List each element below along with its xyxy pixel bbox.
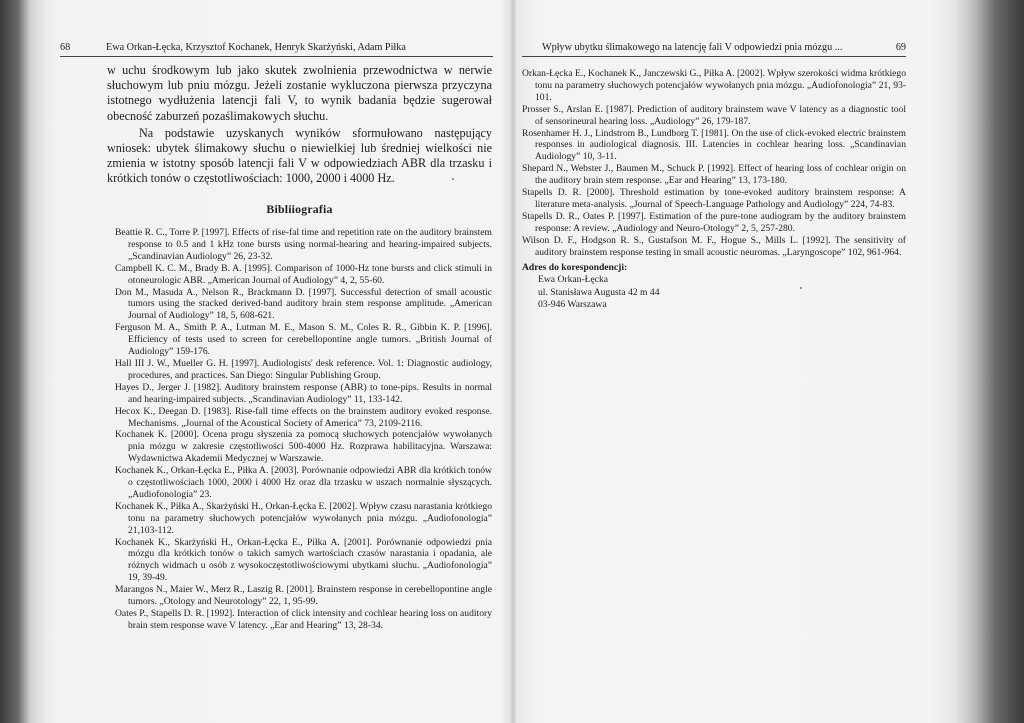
reference-item: Hecox K., Deegan D. [1983]. Rise-fall time effects on the brainstem auditory evoked response. Mechanisms. „Journal of the Acoustical Society of America” 73, 2109-2116. [115,405,492,429]
correspondence-address [522,262,822,312]
address-line: 03-946 Warszawa [538,299,607,311]
reference-item: Hayes D., Jerger J. [1982]. Auditory brainstem response (ABR) to tone-pips. Results in normal and hearing-impaired subjects. „Scandinavian Audiology” 11, 133-142. [115,381,492,405]
reference-item: Shepard N., Webster J., Baumen M., Schuck P. [1992]. Effect of hearing loss of cochlear origin on the auditory brain stem response. „Ear and Hearing” 13, 173-180. [522,163,906,187]
reference-item: Don M., Masuda A., Nelson R., Brackmann D. [1997]. Successful detection of small acoustic tumors using the stacked derived-band auditory brain stem response amplitude. „American Journal of Audiology” 18, 5, 608-621. [115,286,492,322]
reference-item: Prosser S., Arslan E. [1987]. Prediction of auditory brainstem wave V latency as a diagnostic tool of sensorineural hearing loss. „Audiology” 26, 179-187. [522,103,906,127]
reference-item: Stapells D. R., Oates P. [1997]. Estimation of the pure-tone audiogram by the auditory brainstem response: A review. „Audiology and Neuro-Otology” 2, 5, 257-280. [522,210,906,234]
reference-item: Stapells D. R. [2000]. Threshold estimation by tone-evoked auditory brainstem response: A literature meta-analysis. „Journal of Speech-Language Pathology and Audiology” 224, 74-83. [522,187,906,210]
right-page-number: 69 [895,42,906,53]
reference-item: Kochanek K., Skarżyński H., Orkan-Łęcka E., Piłka A. [2001]. Porównanie odpowiedzi pnia mózgu dla krótkich tonów o takich samych wartościach czasów narastania i opadania, ale różnych widmach u osób z wysokoczęstotliwościowymi ubytkami słuchu. „Audiofonologia” 19, 39-49. [115,536,492,584]
right-running-head-title: Wpływ ubytku ślimakowego na latencję fali V odpowiedzi pnia mózgu ... [542,42,843,53]
bibliography-heading: Bibliiografia [266,202,333,216]
paper-speck [452,178,454,180]
reference-item: Kochanek K., Piłka A., Skarżyński H., Orkan-Łęcka E. [2002]. Wpływ czasu narastania krótkiego tonu na parametry słuchowych potencjałów wywołanych pnia mózgu. „Audiofonologia” 21,103-112. [115,500,492,536]
paper-speck [800,287,802,289]
reference-item: Rosenhamer H. J., Lindstrom B., Lundborg T. [1981]. On the use of click-evoked electric brainstem responses in audiological diagnosis. III. Latencies in cochlear hearing loss. „Scandinavian Audiology” 10, 3-11. [522,127,906,163]
reference-item: Ferguson M. A., Smith P. A., Lutman M. E., Mason S. M., Coles R. R., Gibbin K. P. [1996]. Efficiency of tests used to screen for cerebellopontine angle tumors. „British Journal of Audiology” 159-176. [115,322,492,358]
body-paragraph-1: w uchu środkowym lub jako skutek zwolnienia przewodnictwa w nerwie słuchowym lub pniu mózgu. Jeżeli zostanie wykluczona pierwsza przyczyna istotnego wydłużenia latencji fali V, to wynik badania będzie sugerował obecność zaburzeń pozaślimakowych słuchu. [107,63,492,123]
reference-item: Wilson D. F., Hodgson R. S., Gustafson M. F., Hogue S., Mills L. [1992]. The sensitivity of auditory brainstem response testing in small acoustic neuromas. „Laryngoscope” 102, 961-964. [522,234,906,258]
reference-item: Beattie R. C., Torre P. [1997]. Effects of rise-fal time and repetition rate on the auditory brainstem response to 0.5 and 1 kHz tone bursts using normal-hearing and hearing-impaired subjects. „Scandinavian Audiology” 26, 23-32. [115,227,492,262]
left-header-rule [60,56,493,57]
reference-item: Oates P., Stapells D. R. [1992]. Interaction of click intensity and cochlear hearing loss on auditory brain stem response wave V latency. „Ear and Hearing” 13, 28-34. [115,608,492,631]
reference-item: Orkan-Łęcka E., Kochanek K., Janczewski G., Piłka A. [2002]. Wpływ szerokości widma krótkiego tonu na parametry słuchowych potencjałów wywołanych pnia mózgu. „Audiofonologia” 21, 93-101. [522,68,907,103]
left-reference-list [115,227,492,632]
right-header-rule [522,56,906,57]
reference-item: Hall III J. W., Mueller G. H. [1997]. Audiologists' desk reference. Vol. 1: Diagnostic audiology, procedures, and practices. San Diego: Singular Publishing Group. [115,357,492,381]
reference-item: Campbell K. C. M., Brady B. A. [1995]. Comparison of 1000-Hz tone bursts and click stimuli in otoneurologic ABR. „American Journal of Audiology” 4, 2, 55-60. [115,262,492,286]
address-line: ul. Stanisława Augusta 42 m 44 [538,286,660,298]
reference-item: Kochanek K. [2000]. Ocena progu słyszenia za pomocą słuchowych potencjałów wywołanych pnia mózgu w zakresie częstotliwości 500-4000 Hz. Rozprawa habilitacyjna. Warszawa: Wydawnictwa Akademii Medycznej w Warszawie. [115,429,492,465]
left-running-head-authors: Ewa Orkan-Łęcka, Krzysztof Kochanek, Henryk Skarżyński, Adam Piłka [106,42,406,53]
address-label: Adres do korespondencji: [522,262,628,273]
left-body-text [107,63,492,187]
right-reference-list [522,68,906,259]
reference-item: Marangos N., Maier W., Merz R., Laszig R. [2001]. Brainstem response in cerebellopontine angle tumors. „Otology and Neurotology” 22, 1, 95-99. [115,584,492,608]
reference-item: Kochanek K., Orkan-Łęcka E., Piłka A. [2003]. Porównanie odpowiedzi ABR dla krótkich tonów o częstotliwościach 1000, 2000 i 4000 Hz oraz dla trzasku w uszach normalnie słyszących. „Audiofonologia” 23. [115,465,492,500]
body-paragraph-2: Na podstawie uzyskanych wyników sformułowano następujący wniosek: ubytek ślimakowy słuchu o niewielkiej lub średniej wielkości nie zmienia w istotny sposób latencji fali V w odpowiedziach ABR dla trzasku i krótkich tonów o częstotliwościach: 1000, 2000 i 4000 Hz. [107,125,492,186]
left-page-number: 68 [60,42,71,53]
address-line: Ewa Orkan-Łęcka [538,274,609,286]
